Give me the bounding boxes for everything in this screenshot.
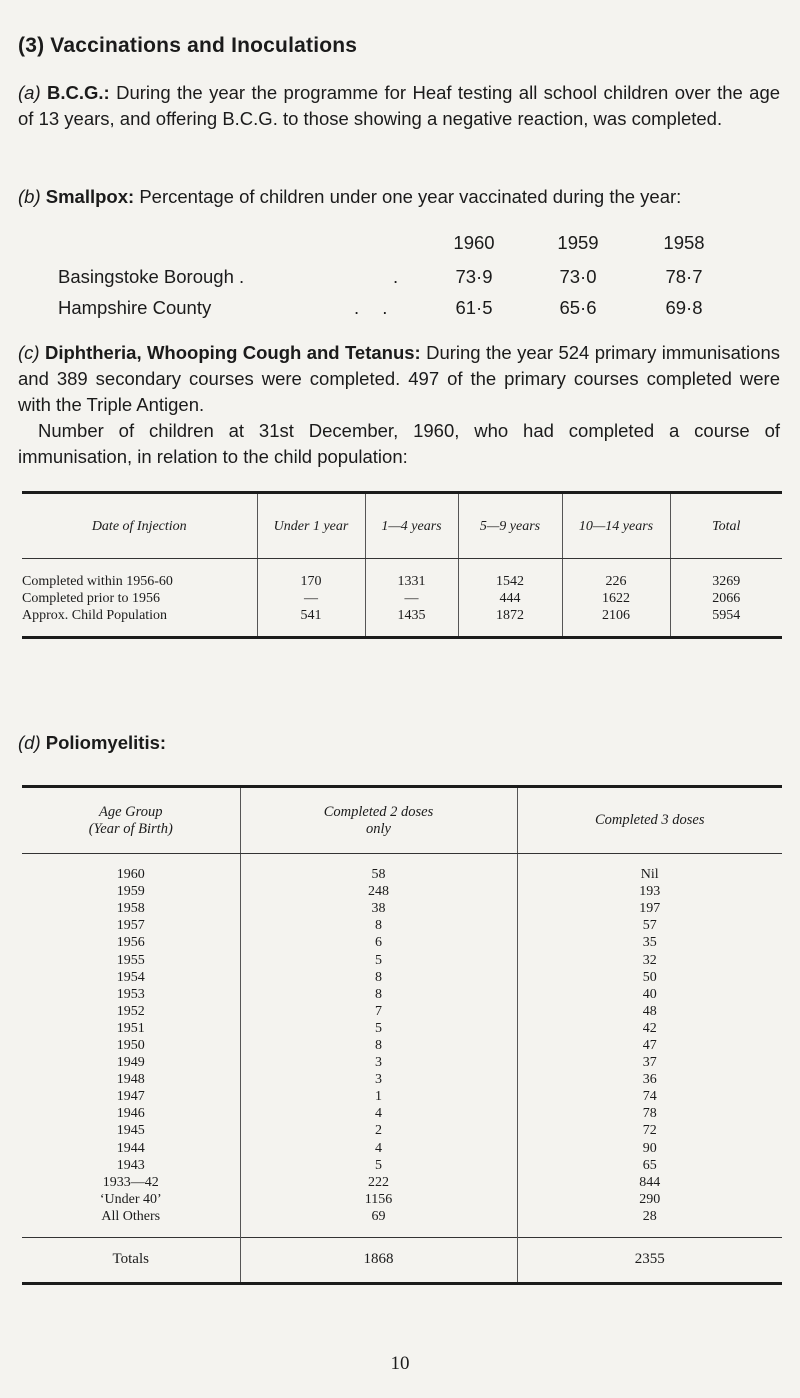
table-cell: 2106	[562, 607, 670, 638]
table-cell: 1947	[116, 1089, 145, 1105]
table-cell: 1435	[365, 607, 458, 638]
table-cell: 3269	[670, 559, 782, 591]
polio-label: (d)	[18, 732, 41, 753]
table-cell: 1957	[116, 918, 145, 934]
column-header-age-group	[22, 787, 240, 854]
table-row	[22, 951, 782, 968]
table-row	[22, 1105, 782, 1122]
table-cell: 1872	[458, 607, 562, 638]
smallpox-text: Percentage of children under one year vaccinated during the year:	[139, 186, 682, 207]
polio-table-body	[22, 854, 782, 1284]
table-row	[22, 1122, 782, 1139]
smallpox-title: Smallpox:	[45, 186, 135, 207]
table-row	[22, 917, 782, 934]
column-header-three-doses: Completed 3 doses	[517, 787, 782, 854]
table-cell: 35	[517, 934, 782, 951]
table-cell: 1959	[116, 884, 145, 900]
table-cell: 1956	[116, 935, 145, 951]
table-cell: 1	[240, 1088, 517, 1105]
table-cell: 58	[240, 854, 517, 884]
totals-row	[22, 1237, 782, 1283]
header-line: only	[366, 820, 391, 837]
leader-dots: .	[393, 266, 399, 287]
table-cell: 38	[240, 900, 517, 917]
table-cell: 8	[240, 917, 517, 934]
column-header: Total	[670, 493, 782, 559]
header-line: Completed 2 doses	[323, 803, 434, 820]
table-cell: 170	[257, 559, 365, 591]
table-cell: —	[257, 590, 365, 607]
table-cell: 1622	[562, 590, 670, 607]
table-row	[22, 934, 782, 951]
table-cell: 5	[240, 1020, 517, 1037]
table-cell: 1950	[116, 1037, 145, 1053]
table-cell: 1960	[116, 867, 145, 883]
table-row	[22, 1157, 782, 1174]
poliomyelitis-table	[22, 785, 782, 1285]
table-cell: 444	[458, 590, 562, 607]
table-cell: 3	[240, 1071, 517, 1088]
table-row	[22, 1191, 782, 1208]
smallpox-label: (b)	[18, 186, 41, 207]
smallpox-area: Basingstoke Borough .	[58, 266, 245, 287]
smallpox-years-row	[18, 232, 780, 258]
table-cell: 48	[517, 1003, 782, 1020]
header-line: Age Group	[99, 803, 163, 820]
table-row	[22, 590, 782, 607]
table-row	[22, 1054, 782, 1071]
page-number: 10	[390, 1353, 410, 1374]
table-cell: 90	[517, 1140, 782, 1157]
smallpox-row-hampshire	[18, 297, 780, 323]
table-cell: Completed prior to 1956	[22, 590, 161, 606]
table-cell: 222	[240, 1174, 517, 1191]
diphtheria-label: (c)	[18, 342, 40, 363]
smallpox-value: 78·7	[665, 266, 703, 287]
smallpox-area: Hampshire County	[58, 297, 212, 318]
table-row	[22, 1071, 782, 1088]
table-cell: 74	[517, 1088, 782, 1105]
table-cell: 7	[240, 1003, 517, 1020]
table-cell: 290	[517, 1191, 782, 1208]
table-row	[22, 854, 782, 884]
table-cell: 47	[517, 1037, 782, 1054]
bcg-paragraph	[18, 80, 780, 132]
table-row	[22, 1037, 782, 1054]
bcg-title: B.C.G.:	[47, 82, 110, 103]
table-row	[22, 883, 782, 900]
table-row	[22, 559, 782, 591]
table-cell: ‘Under 40’	[99, 1191, 162, 1207]
table-cell: 1933—42	[102, 1174, 159, 1190]
table-cell: 1952	[116, 1003, 145, 1019]
smallpox-value: 69·8	[665, 297, 703, 318]
table-header-row	[22, 493, 782, 559]
table-cell: Approx. Child Population	[22, 607, 168, 623]
polio-paragraph	[18, 730, 780, 756]
table-row	[22, 1174, 782, 1191]
table-cell: 72	[517, 1122, 782, 1139]
table-cell: 1953	[116, 986, 145, 1002]
table-cell: 8	[240, 1037, 517, 1054]
table-cell: Completed within 1956-60	[22, 573, 173, 589]
table-cell: 69	[240, 1208, 517, 1238]
table-cell: 2066	[670, 590, 782, 607]
smallpox-year: 1958	[663, 232, 705, 253]
table-cell: 78	[517, 1105, 782, 1122]
column-header: 5—9 years	[458, 493, 562, 559]
smallpox-value: 73·9	[455, 266, 493, 287]
polio-title: Poliomyelitis:	[45, 732, 167, 753]
table-cell: 3	[240, 1054, 517, 1071]
table-cell: 8	[240, 986, 517, 1003]
totals-cell: 1868	[240, 1237, 517, 1283]
table-cell: 40	[517, 986, 782, 1003]
smallpox-value: 73·0	[559, 266, 597, 287]
table-cell: 844	[517, 1174, 782, 1191]
header-line: (Year of Birth)	[88, 820, 173, 837]
column-header-two-doses	[240, 787, 517, 854]
table-cell: 32	[517, 951, 782, 968]
table-cell: 36	[517, 1071, 782, 1088]
smallpox-year: 1960	[453, 232, 495, 253]
table-cell: 65	[517, 1157, 782, 1174]
smallpox-value: 65·6	[559, 297, 597, 318]
table-cell: 1955	[116, 952, 145, 968]
table-cell: 4	[240, 1105, 517, 1122]
table-cell: 28	[517, 1208, 782, 1238]
table-cell: 226	[562, 559, 670, 591]
totals-cell: 2355	[517, 1237, 782, 1283]
table-cell: 37	[517, 1054, 782, 1071]
table-cell: 248	[240, 883, 517, 900]
table-cell: 1331	[365, 559, 458, 591]
table-cell: All Others	[101, 1208, 161, 1224]
table-cell: 1945	[116, 1123, 145, 1139]
table-cell: 1958	[116, 901, 145, 917]
column-header: Date of Injection	[22, 493, 257, 559]
smallpox-row-basingstoke	[18, 266, 780, 292]
table-cell: 5	[240, 1157, 517, 1174]
bcg-label: (a)	[18, 82, 41, 103]
bcg-text: During the year the programme for Heaf testing all school children over the age of 13 years, and offering B.C.G. to those showing a negative reaction, was completed.	[18, 82, 781, 129]
table-row	[22, 1140, 782, 1157]
table-row	[22, 607, 782, 638]
immunisation-table	[22, 491, 782, 639]
table-cell: 6	[240, 934, 517, 951]
table-cell: 8	[240, 969, 517, 986]
table-row	[22, 900, 782, 917]
table-cell: —	[365, 590, 458, 607]
table-cell: 50	[517, 969, 782, 986]
smallpox-value: 61·5	[455, 297, 493, 318]
diphtheria-paragraph	[18, 340, 780, 418]
table-cell: 193	[517, 883, 782, 900]
table-cell: 1944	[116, 1140, 145, 1156]
diphtheria-paragraph-2: Number of children at 31st December, 1960, who had completed a course of immunisation, in relation to the child population:	[18, 420, 780, 467]
table-cell: 5954	[670, 607, 782, 638]
column-header: 1—4 years	[365, 493, 458, 559]
table-cell: 1156	[240, 1191, 517, 1208]
table-row	[22, 969, 782, 986]
table-cell: Nil	[517, 854, 782, 884]
table-cell: 2	[240, 1122, 517, 1139]
totals-cell: Totals	[22, 1237, 240, 1283]
table-cell: 541	[257, 607, 365, 638]
column-header: Under 1 year	[257, 493, 365, 559]
table-cell: 1946	[116, 1106, 145, 1122]
table-row	[22, 1088, 782, 1105]
table-cell: 1948	[116, 1072, 145, 1088]
table-cell: 1954	[116, 969, 145, 985]
leader-dots: . .	[354, 297, 388, 318]
table-cell: 4	[240, 1140, 517, 1157]
smallpox-paragraph	[18, 184, 780, 210]
column-header: 10—14 years	[562, 493, 670, 559]
table-cell: 42	[517, 1020, 782, 1037]
diphtheria-title: Diphtheria, Whooping Cough and Tetanus:	[44, 342, 421, 363]
section-heading: (3) Vaccinations and Inoculations	[18, 34, 358, 57]
table-cell: 1542	[458, 559, 562, 591]
table-row	[22, 986, 782, 1003]
table-header-row	[22, 787, 782, 854]
table-row	[22, 1003, 782, 1020]
table-cell: 1943	[116, 1157, 145, 1173]
table-cell: 57	[517, 917, 782, 934]
table-cell: 1949	[116, 1055, 145, 1071]
table-row	[22, 1208, 782, 1238]
table-cell: 1951	[116, 1020, 145, 1036]
diphtheria-text: During the year 524 primary immunisations and 389 secondary courses were completed. 497 of the primary courses completed were with the Triple Antigen.	[18, 342, 780, 415]
smallpox-year: 1959	[557, 232, 599, 253]
table-row	[22, 1020, 782, 1037]
table-cell: 197	[517, 900, 782, 917]
table-cell: 5	[240, 951, 517, 968]
